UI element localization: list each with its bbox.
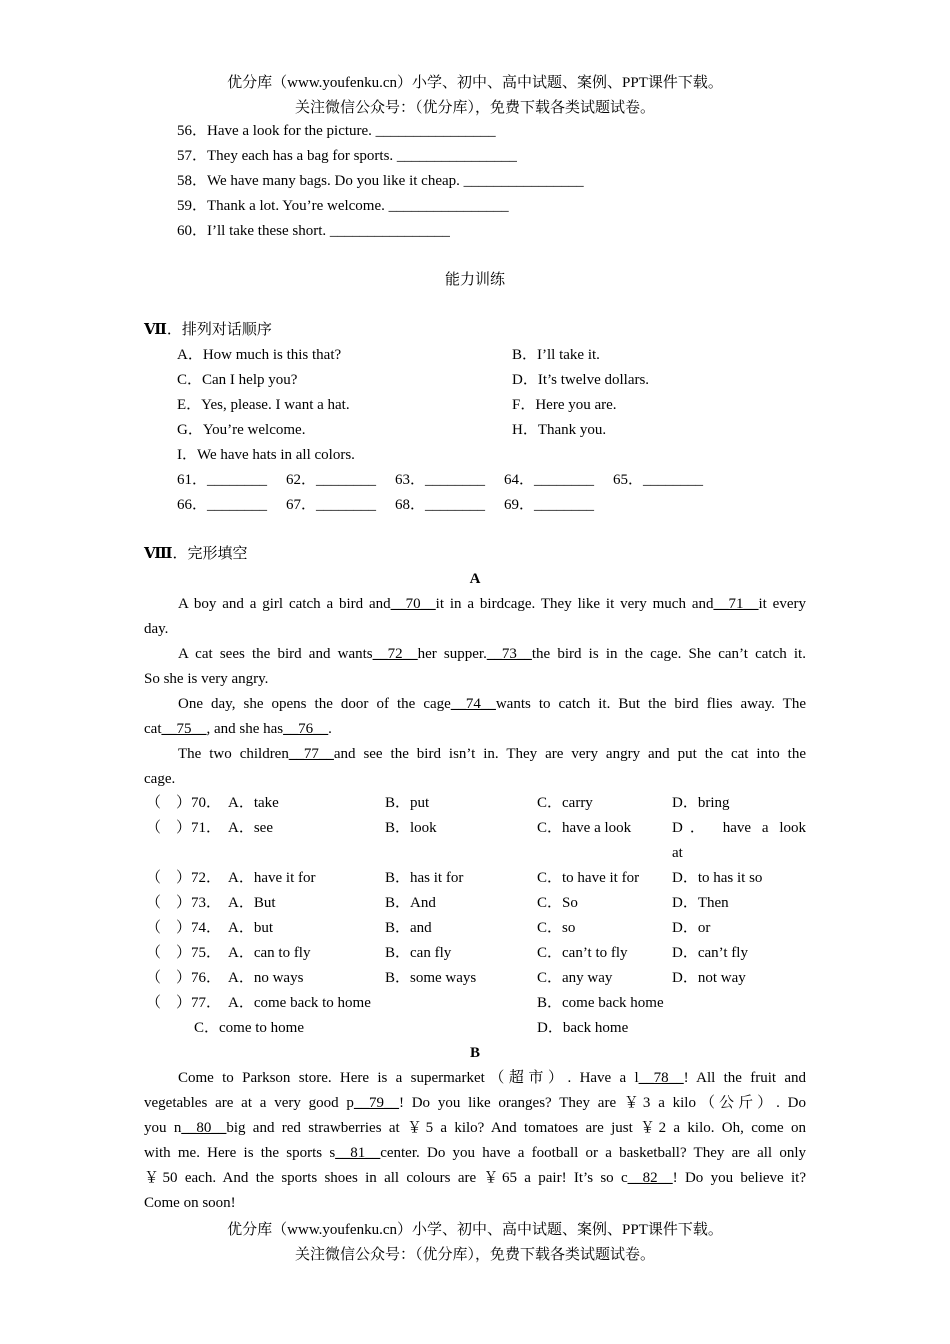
passage-b-line-1 (178, 1066, 806, 1091)
blank-79: __79__ (353, 1095, 399, 1111)
choice-b: B．look (385, 820, 437, 836)
choice-a: A．have it for (228, 870, 316, 886)
ability-title: 能力训练 (444, 272, 505, 288)
question-number: （ ）75． (146, 945, 222, 961)
option-f: F．Here you are. (512, 397, 617, 413)
passage-a-line-4: So she is very angry. (144, 671, 269, 687)
question-number: （ ）77． (146, 995, 222, 1011)
passage-a-line-6 (144, 717, 332, 742)
blank-82: __82__ (627, 1170, 673, 1186)
choice-d: D． have a look (672, 820, 806, 836)
item-59: 59．Thank a lot. You’re welcome. ________________ (177, 198, 509, 214)
section-8-title: ．完形填空 (172, 546, 248, 562)
answer-62: 62．________ (286, 472, 377, 488)
answer-68: 68．________ (395, 497, 486, 513)
text: A cat sees the bird and wants (178, 646, 373, 662)
answer-61: 61．________ (177, 472, 268, 488)
passage-a-line-8: cage. (144, 771, 176, 787)
text: ! All the fruit and (683, 1070, 806, 1086)
passage-a-line-3 (178, 642, 806, 667)
blank-77: __77__ (288, 746, 334, 762)
item-57: 57．They each has a bag for sports. ________________ (177, 148, 517, 164)
blank-72: __72__ (372, 646, 418, 662)
choice-a: A．see (228, 820, 273, 836)
passage-b-line-3 (144, 1116, 806, 1141)
section-8-heading (144, 542, 248, 567)
question-number: （ ）72． (146, 870, 222, 886)
choice-c: C．have a look (537, 820, 632, 836)
choice-d: D．bring (672, 795, 730, 811)
choice-b: B．come back home (537, 995, 664, 1011)
text: it in a birdcage. They like it very much and (435, 596, 714, 612)
text: A boy and a girl catch a bird and (178, 596, 391, 612)
passage-b-line-2 (144, 1091, 806, 1116)
choice-c: C．so (537, 920, 576, 936)
passage-b-line-4 (144, 1141, 806, 1166)
text: ! Do you like oranges? They are ￥3 a kilo（公斤）. Do (398, 1095, 806, 1111)
choice-d: D．not way (672, 970, 746, 986)
choice-b: B．some ways (385, 970, 477, 986)
section-7-number: Ⅶ (144, 322, 167, 338)
choice-c: C．So (537, 895, 578, 911)
choice-d: D．back home (537, 1020, 629, 1036)
text: it every (758, 596, 806, 612)
blank-70: __70__ (390, 596, 436, 612)
choice-a: A．But (228, 895, 276, 911)
passage-b-line-6: Come on soon! (144, 1195, 236, 1211)
blank-75: __75__ (161, 721, 207, 737)
choice-c: C．any way (537, 970, 613, 986)
answer-66: 66．________ (177, 497, 268, 513)
answer-69: 69．________ (504, 497, 595, 513)
text: . (328, 721, 332, 737)
text: ￥50 each. And the sports shoes in all colours are ￥65 a pair! It’s so c (144, 1170, 628, 1186)
question-number: （ ）74． (146, 920, 222, 936)
answer-64: 64．________ (504, 472, 595, 488)
passage-a-line-2: day. (144, 621, 169, 637)
answer-65: 65．________ (613, 472, 704, 488)
item-60: 60．I’ll take these short. ________________ (177, 223, 450, 239)
option-e: E．Yes, please. I want a hat. (177, 397, 350, 413)
option-a: A．How much is this that? (177, 347, 342, 363)
passage-b-line-5 (144, 1166, 806, 1191)
text: vegetables are at a very good p (144, 1095, 354, 1111)
text: The two children (178, 746, 289, 762)
choice-a: A．take (228, 795, 279, 811)
text: One day, she opens the door of the cage (178, 696, 451, 712)
passage-a-line-7 (178, 742, 806, 767)
blank-71: __71__ (713, 596, 759, 612)
choice-b: B．can fly (385, 945, 452, 961)
question-number: （ ）71． (146, 820, 222, 836)
passage-a-line-5 (178, 692, 806, 717)
section-7-heading (144, 318, 272, 343)
choice-a: A．can to fly (228, 945, 311, 961)
text: big and red strawberries at ￥5 a kilo? And tomatoes are just ￥2 a kilo. Oh, come on (226, 1120, 807, 1136)
blank-78: __78__ (638, 1070, 684, 1086)
passage-a-line-1 (178, 592, 806, 617)
footer-line-1: 优分库（www.youfenku.cn）小学、初中、高中试题、案例、PPT课件下载。 (227, 1222, 723, 1238)
choice-c: C．can’t to fly (537, 945, 628, 961)
answer-67: 67．________ (286, 497, 377, 513)
option-g: G．You’re welcome. (177, 422, 306, 438)
part-b-label: B (469, 1045, 480, 1061)
answer-63: 63．________ (395, 472, 486, 488)
option-d: D．It’s twelve dollars. (512, 372, 650, 388)
choice-b: B．put (385, 795, 430, 811)
choice-d: D．Then (672, 895, 729, 911)
choice-a: A．come back to home (228, 995, 371, 1011)
item-58: 58．We have many bags. Do you like it cheap. ________________ (177, 173, 584, 189)
choice-c: C．to have it for (537, 870, 640, 886)
choice-a: A．no ways (228, 970, 304, 986)
blank-74: __74__ (450, 696, 496, 712)
header-line-1: 优分库（www.youfenku.cn）小学、初中、高中试题、案例、PPT课件下载。 (227, 75, 723, 91)
text: you n (144, 1120, 182, 1136)
option-c: C．Can I help you? (177, 372, 298, 388)
question-number: （ ）70． (146, 795, 222, 811)
text: her supper. (417, 646, 487, 662)
text: and see the bird isn’t in. They are very angry and put the cat into the (333, 746, 806, 762)
part-a-label: A (469, 571, 481, 587)
text: with me. Here is the sports s (144, 1145, 336, 1161)
text: the bird is in the cage. She can’t catch it. (531, 646, 806, 662)
question-number: （ ）76． (146, 970, 222, 986)
footer-line-2: 关注微信公众号：（优分库），免费下载各类试题试卷。 (294, 1247, 655, 1263)
choice-b: B．And (385, 895, 436, 911)
choice-d: D．or (672, 920, 711, 936)
blank-81: __81__ (335, 1145, 381, 1161)
text: wants to catch it. But the bird flies away. The (495, 696, 806, 712)
blank-73: __73__ (486, 646, 532, 662)
option-b: B．I’ll take it. (512, 347, 600, 363)
option-i: I．We have hats in all colors. (177, 447, 355, 463)
text: cat (144, 721, 162, 737)
choice-b: B．and (385, 920, 432, 936)
blank-80: __80__ (181, 1120, 227, 1136)
choice-b: B．has it for (385, 870, 464, 886)
blank-76: __76__ (283, 721, 329, 737)
section-7-title: ．排列对话顺序 (166, 322, 272, 338)
question-number: （ ）73． (146, 895, 222, 911)
text: center. Do you have a football or a basketball? They are all only (380, 1145, 806, 1161)
text: , and she has (206, 721, 284, 737)
item-56: 56．Have a look for the picture. ________________ (177, 123, 496, 139)
choice-d: D．can’t fly (672, 945, 748, 961)
choice-c: C．carry (537, 795, 593, 811)
choice-c: C．come to home (194, 1020, 304, 1036)
choice-a: A．but (228, 920, 274, 936)
choice-d-continued: at (672, 845, 683, 861)
text: ! Do you believe it? (672, 1170, 806, 1186)
section-8-number: Ⅷ (144, 546, 173, 562)
option-h: H．Thank you. (512, 422, 607, 438)
choice-d: D．to has it so (672, 870, 763, 886)
text: Come to Parkson store. Here is a supermarket（超市）. Have a l (178, 1070, 639, 1086)
header-line-2: 关注微信公众号：（优分库），免费下载各类试题试卷。 (294, 100, 655, 116)
